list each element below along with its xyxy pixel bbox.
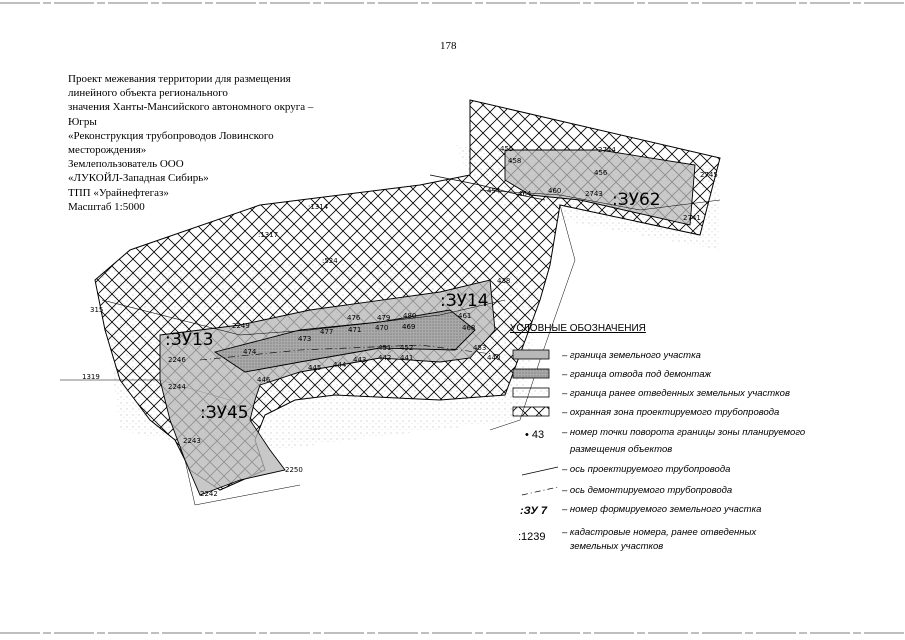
point-label: 2249 bbox=[232, 322, 250, 330]
point-label: 477 bbox=[320, 328, 334, 336]
legend-title: УСЛОВНЫЕ ОБОЗНАЧЕНИЯ bbox=[510, 323, 646, 334]
point-label: 474 bbox=[243, 348, 257, 356]
title-line: месторождения» bbox=[68, 144, 147, 157]
legend-item: – ось демонтируемого трубопровода bbox=[562, 485, 733, 496]
legend bbox=[510, 323, 805, 552]
point-label: 442 bbox=[378, 354, 392, 362]
legend-item: – граница отвода под демонтаж bbox=[562, 369, 712, 380]
legend-dismantle-line bbox=[522, 487, 558, 495]
point-label: 458 bbox=[508, 157, 522, 165]
cadastral-label: 1319 bbox=[82, 373, 100, 381]
legend-swatch-zone bbox=[513, 407, 549, 416]
legend-swatch-existing bbox=[513, 388, 549, 397]
point-label: 2745 bbox=[700, 171, 718, 179]
point-label: 438 bbox=[497, 277, 511, 285]
point-label: 2743 bbox=[585, 190, 603, 198]
point-label: 454 bbox=[487, 187, 501, 195]
title-line: «ЛУКОЙЛ-Западная Сибирь» bbox=[68, 172, 209, 185]
legend-cadastral-symbol: :1239 bbox=[518, 531, 546, 543]
point-label: 461 bbox=[458, 312, 472, 320]
title-line: «Реконструкция трубопроводов Ловинского bbox=[68, 129, 274, 142]
point-label: 2246 bbox=[168, 356, 186, 364]
cadastral-label: :1317 bbox=[258, 231, 279, 239]
point-label: 451 bbox=[378, 344, 392, 352]
title-line: линейного объекта регионального bbox=[68, 87, 228, 100]
point-label: 460 bbox=[548, 187, 562, 195]
title-block bbox=[68, 72, 358, 214]
point-label: 443 bbox=[353, 356, 367, 364]
point-label: 464 bbox=[518, 190, 532, 198]
title-line: значения Ханты-Мансийского автономного округа – bbox=[68, 101, 314, 114]
title-line: Югры bbox=[68, 115, 97, 128]
point-label: 479 bbox=[377, 314, 391, 322]
title-line: Землепользователь ООО bbox=[68, 158, 184, 171]
legend-item: земельных участков bbox=[570, 541, 664, 552]
title-line: Масштаб 1:5000 bbox=[68, 200, 145, 213]
legend-point-symbol: • 43 bbox=[525, 429, 545, 441]
zone-label-62: :ЗУ62 bbox=[612, 190, 661, 210]
point-label: 446 bbox=[257, 376, 271, 384]
point-label: 456 bbox=[594, 169, 608, 177]
point-label: 2242 bbox=[200, 490, 218, 498]
cadastral-label: 315 bbox=[90, 306, 104, 314]
legend-item: – ось проектируемого трубопровода bbox=[562, 464, 731, 475]
point-label: 473 bbox=[298, 335, 312, 343]
legend-item: – кадастровые номера, ранее отведенных bbox=[562, 527, 757, 538]
point-label: 476 bbox=[347, 314, 361, 322]
page-number: 178 bbox=[440, 40, 457, 52]
legend-item: – номер точки поворота границы зоны планируемого bbox=[562, 427, 806, 438]
point-label: 2250 bbox=[285, 466, 303, 474]
point-label: 455 bbox=[500, 145, 514, 153]
point-label: 2741 bbox=[683, 214, 701, 222]
cadastral-label: :524 bbox=[322, 257, 338, 265]
legend-item: – номер формируемого земельного участка bbox=[562, 504, 762, 515]
point-label: 441 bbox=[400, 354, 414, 362]
legend-item: – граница ранее отведенных земельных участков bbox=[562, 388, 790, 399]
legend-zone-symbol: :ЗУ 7 bbox=[520, 505, 547, 517]
point-label: 471 bbox=[348, 326, 362, 334]
cadastral-label: :1314 bbox=[308, 203, 329, 211]
legend-swatch-dismantle bbox=[513, 369, 549, 378]
point-label: 2744 bbox=[598, 146, 616, 154]
legend-item: – граница земельного участка bbox=[562, 350, 701, 361]
zone-label-14: :ЗУ14 bbox=[440, 291, 489, 311]
point-label: 469 bbox=[402, 323, 416, 331]
point-label: 453 bbox=[473, 344, 487, 352]
legend-swatch-plot bbox=[513, 350, 549, 359]
point-label: 2244 bbox=[168, 383, 186, 391]
legend-item: – охранная зона проектируемого трубопровода bbox=[562, 407, 780, 418]
point-label: 445 bbox=[308, 364, 322, 372]
title-line: ТПП «Урайнефтегаз» bbox=[68, 186, 169, 199]
legend-axis-line bbox=[522, 467, 558, 475]
zone-label-13: :ЗУ13 bbox=[165, 330, 214, 350]
point-label: 2243 bbox=[183, 437, 201, 445]
point-label: 480 bbox=[403, 312, 417, 320]
point-label: 440 bbox=[487, 354, 501, 362]
point-label: 444 bbox=[333, 361, 347, 369]
point-label: 470 bbox=[375, 324, 389, 332]
zone-label-45: :ЗУ45 bbox=[200, 403, 249, 423]
title-line: Проект межевания территории для размещения bbox=[68, 73, 291, 85]
point-label: 452 bbox=[400, 344, 414, 352]
legend-item: размещения объектов bbox=[570, 444, 673, 455]
point-label: 468 bbox=[462, 324, 476, 332]
